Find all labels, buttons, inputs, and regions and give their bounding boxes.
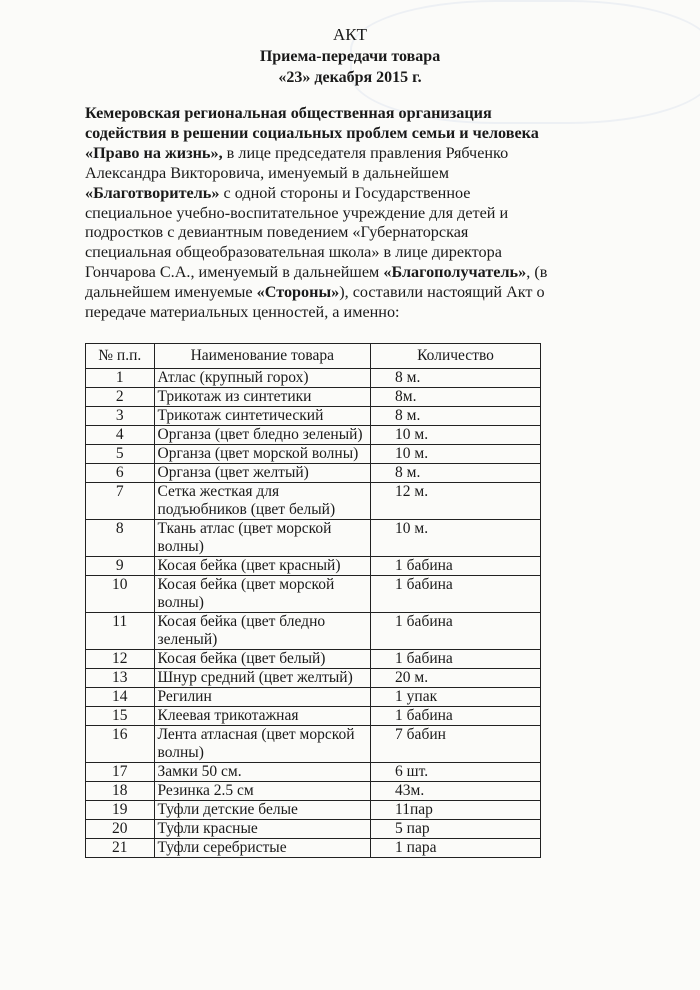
table-row	[86, 613, 541, 650]
item-quantity: 8 м.	[371, 369, 541, 388]
item-name: Органза (цвет желтый)	[154, 464, 371, 483]
item-name: Туфли серебристые	[154, 839, 371, 858]
item-quantity: 1 бабина	[371, 650, 541, 669]
intro-text-4: ), составили настоящий Акт о передаче материальных ценностей, а именно:	[85, 283, 545, 322]
table-row	[86, 839, 541, 858]
item-name: Сетка жесткая для подъюбников (цвет белый)	[154, 483, 371, 520]
row-number: 7	[86, 483, 155, 520]
row-number: 17	[86, 763, 155, 782]
table-row	[86, 820, 541, 839]
row-number: 10	[86, 576, 155, 613]
item-name: Регилин	[154, 688, 371, 707]
table-row	[86, 707, 541, 726]
intro-text-1: в лице председателя правления Рябченко Александра Викторовича, именуемый в дальнейшем	[85, 143, 509, 182]
document-subtitle: Приема-передачи товара	[259, 48, 441, 65]
item-quantity: 20 м.	[371, 669, 541, 688]
row-number: 1	[86, 369, 155, 388]
row-number: 2	[86, 388, 155, 407]
beneficiary-term: «Благополучатель»	[383, 263, 527, 282]
table-row	[86, 407, 541, 426]
row-number: 20	[86, 820, 155, 839]
header-number: № п.п.	[86, 344, 155, 369]
table-row	[86, 388, 541, 407]
row-number: 3	[86, 407, 155, 426]
row-number: 13	[86, 669, 155, 688]
item-quantity: 8 м.	[371, 407, 541, 426]
item-quantity: 8 м.	[371, 464, 541, 483]
item-quantity: 10 м.	[371, 520, 541, 557]
item-name: Органза (цвет морской волны)	[154, 445, 371, 464]
table-row	[86, 669, 541, 688]
row-number: 19	[86, 801, 155, 820]
item-name: Туфли красные	[154, 820, 371, 839]
item-name: Косая бейка (цвет бледно зеленый)	[154, 613, 371, 650]
item-quantity: 12 м.	[371, 483, 541, 520]
item-name: Косая бейка (цвет красный)	[154, 557, 371, 576]
item-name: Косая бейка (цвет морской волны)	[154, 576, 371, 613]
header-name: Наименование товара	[154, 344, 371, 369]
item-quantity: 43м.	[371, 782, 541, 801]
table-row	[86, 763, 541, 782]
table-row	[86, 576, 541, 613]
item-quantity: 8м.	[371, 388, 541, 407]
row-number: 12	[86, 650, 155, 669]
item-name: Туфли детские белые	[154, 801, 371, 820]
item-quantity: 1 бабина	[371, 576, 541, 613]
table-row	[86, 726, 541, 763]
table-row	[86, 688, 541, 707]
item-name: Клеевая трикотажная	[154, 707, 371, 726]
row-number: 16	[86, 726, 155, 763]
item-name: Атлас (крупный горох)	[154, 369, 371, 388]
intro-paragraph	[85, 104, 555, 323]
row-number: 4	[86, 426, 155, 445]
item-quantity: 10 м.	[371, 426, 541, 445]
row-number: 8	[86, 520, 155, 557]
org-short-name: «Право на жизнь»,	[85, 143, 223, 162]
item-quantity: 6 шт.	[371, 763, 541, 782]
row-number: 21	[86, 839, 155, 858]
item-quantity: 10 м.	[371, 445, 541, 464]
item-quantity: 11пар	[371, 801, 541, 820]
item-quantity: 1 бабина	[371, 707, 541, 726]
item-quantity: 1 бабина	[371, 613, 541, 650]
row-number: 5	[86, 445, 155, 464]
item-name: Ткань атлас (цвет морской волны)	[154, 520, 371, 557]
table-row	[86, 369, 541, 388]
table-header-row	[86, 344, 541, 369]
table-row	[86, 520, 541, 557]
item-quantity: 1 бабина	[371, 557, 541, 576]
document-title: АКТ	[333, 25, 367, 44]
org-name: Кемеровская региональная общественная организация содействия в решении социальных проблем семьи и человека	[85, 104, 539, 142]
table-row	[86, 650, 541, 669]
item-name: Трикотаж из синтетики	[154, 388, 371, 407]
row-number: 14	[86, 688, 155, 707]
row-number: 11	[86, 613, 155, 650]
goods-table	[85, 343, 541, 858]
item-quantity: 5 пар	[371, 820, 541, 839]
table-row	[86, 557, 541, 576]
document-date: «23» декабря 2015 г.	[278, 69, 422, 86]
item-name: Лента атласная (цвет морской волны)	[154, 726, 371, 763]
parties-term: «Стороны»	[256, 283, 340, 302]
item-quantity: 1 пара	[371, 839, 541, 858]
intro-text-2: с одной стороны и Государственное специальное учебно-воспитательное учреждение для детей и подростков с девиантным поведением «Губернаторская специальная общеобразовательная школа» в лице директора Гончарова С.А., именуемый в дальнейшем	[85, 183, 509, 282]
table-row	[86, 464, 541, 483]
row-number: 18	[86, 782, 155, 801]
intro-text-3: , (в дальнейшем именуемые	[85, 263, 548, 302]
item-name: Замки 50 см.	[154, 763, 371, 782]
header-quantity: Количество	[371, 344, 541, 369]
item-quantity: 7 бабин	[371, 726, 541, 763]
row-number: 15	[86, 707, 155, 726]
item-name: Шнур средний (цвет желтый)	[154, 669, 371, 688]
table-row	[86, 483, 541, 520]
table-row	[86, 782, 541, 801]
item-name: Органза (цвет бледно зеленый)	[154, 426, 371, 445]
row-number: 6	[86, 464, 155, 483]
benefactor-term: «Благотворитель»	[85, 183, 220, 202]
table-row	[86, 426, 541, 445]
item-quantity: 1 упак	[371, 688, 541, 707]
item-name: Трикотаж синтетический	[154, 407, 371, 426]
document-header	[200, 24, 500, 88]
table-row	[86, 445, 541, 464]
row-number: 9	[86, 557, 155, 576]
item-name: Резинка 2.5 см	[154, 782, 371, 801]
item-name: Косая бейка (цвет белый)	[154, 650, 371, 669]
table-row	[86, 801, 541, 820]
